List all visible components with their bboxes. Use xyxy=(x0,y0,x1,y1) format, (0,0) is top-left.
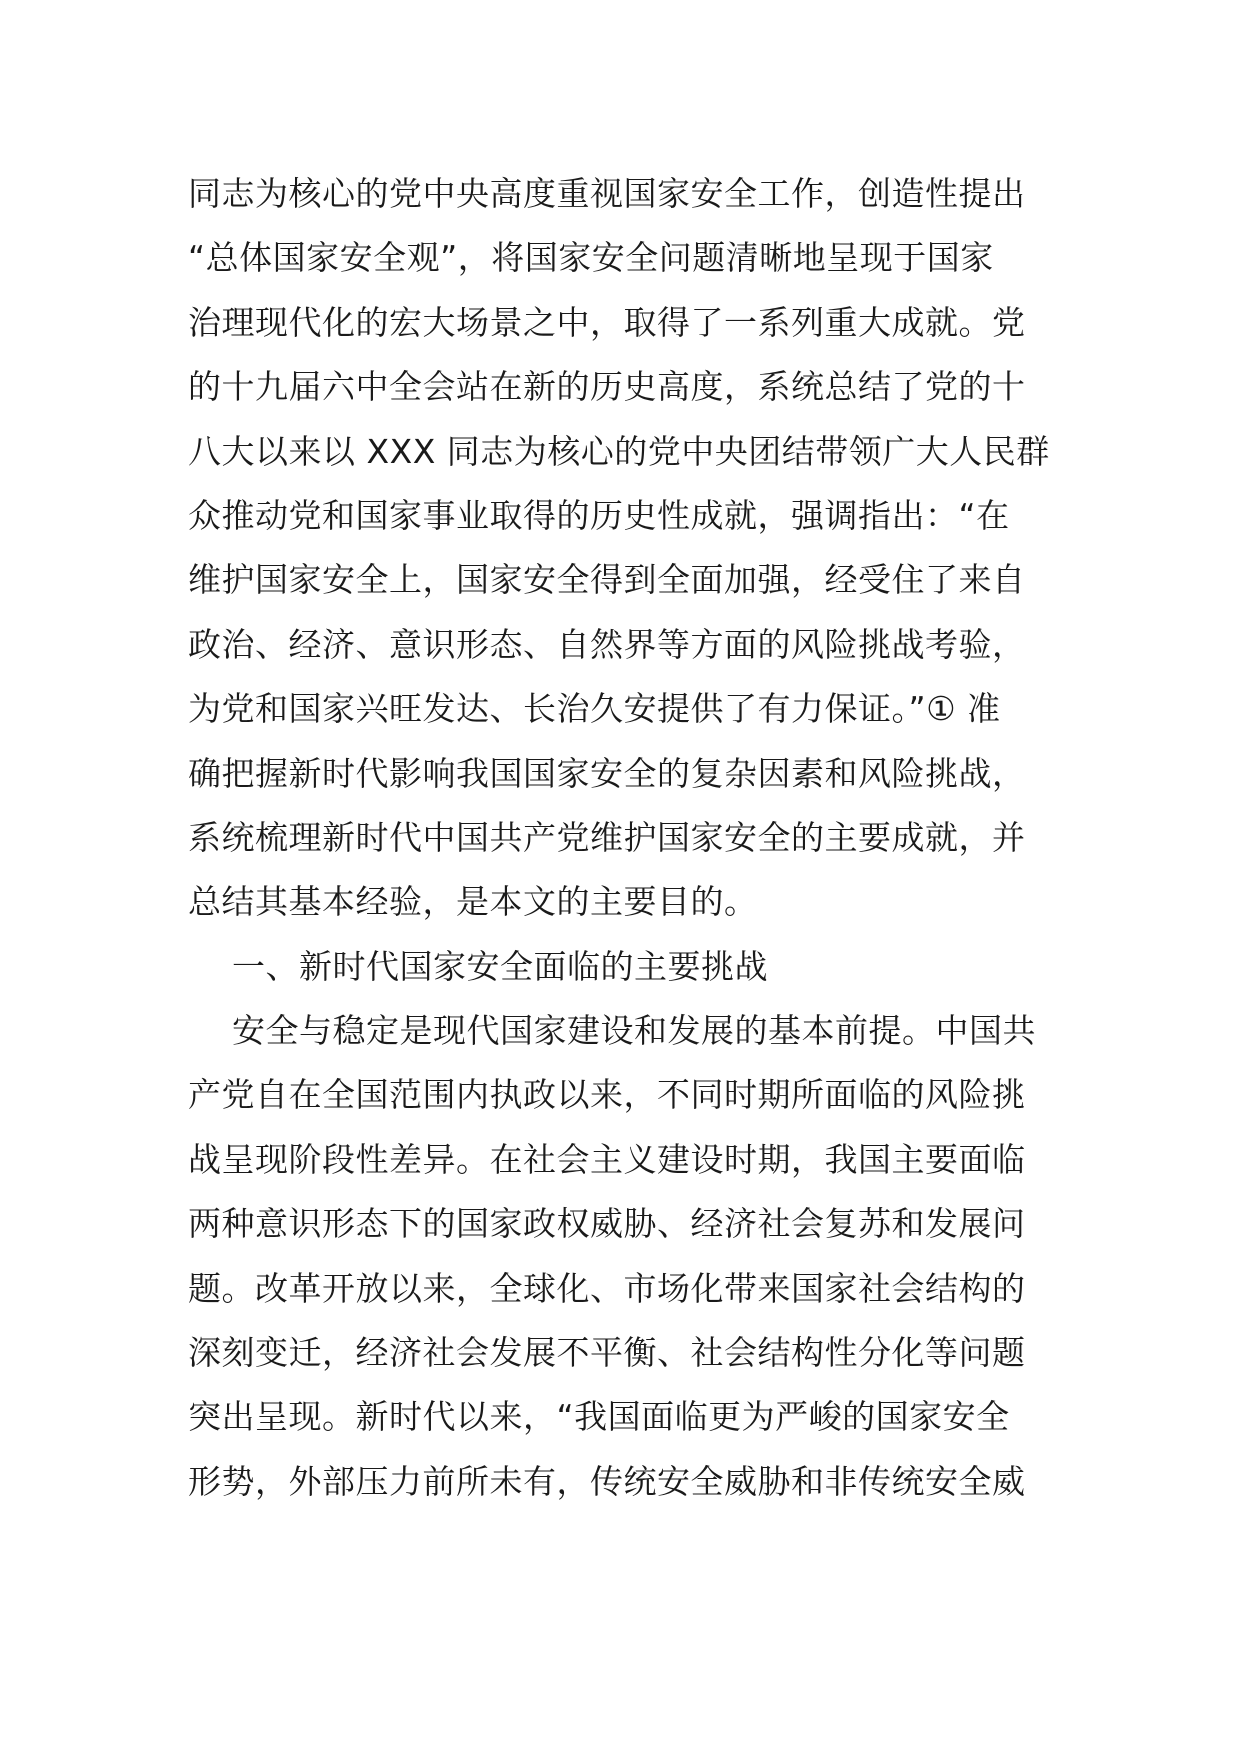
text-line: 深刻变迁，经济社会发展不平衡、社会结构性分化等问题 xyxy=(188,1333,1026,1373)
text-line: 确把握新时代影响我国国家安全的复杂因素和风险挑战， xyxy=(188,753,1026,793)
text-line: 治理现代化的宏大场景之中，取得了一系列重大成就。党 xyxy=(188,302,1026,342)
text-line: 同志为核心的党中央高度重视国家安全工作，创造性提出 xyxy=(188,174,1026,213)
intro-paragraph xyxy=(188,162,1068,935)
text-line: 两种意识形态下的国家政权威胁、经济社会复苏和发展问 xyxy=(188,1204,1026,1244)
text-line: 形势，外部压力前所未有，传统安全威胁和非传统安全威 xyxy=(188,1461,1026,1501)
text-line: 众推动党和国家事业取得的历史性成就，强调指出：“在 xyxy=(188,495,1010,535)
text-line: 的十九届六中全会站在新的历史高度，系统总结了党的十 xyxy=(188,367,1026,407)
body-text xyxy=(188,162,1068,1514)
text-line: 总结其基本经验，是本文的主要目的。 xyxy=(188,882,758,922)
text-line: 维护国家安全上，国家安全得到全面加强，经受住了来自 xyxy=(188,560,1026,600)
text-line: 安全与稳定是现代国家建设和发展的基本前提。中国共 xyxy=(232,1011,1036,1051)
text-line: 题。改革开放以来，全球化、市场化带来国家社会结构的 xyxy=(188,1268,1026,1308)
text-line: 战呈现阶段性差异。在社会主义建设时期，我国主要面临 xyxy=(188,1139,1026,1179)
section-heading: 一、新时代国家安全面临的主要挑战 xyxy=(232,946,768,986)
section-paragraph xyxy=(188,999,1068,1514)
text-line: 突出呈现。新时代以来，“我国面临更为严峻的国家安全 xyxy=(188,1397,1010,1437)
text-line: 产党自在全国范围内执政以来，不同时期所面临的风险挑 xyxy=(188,1075,1026,1115)
text-line: 为党和国家兴旺发达、长治久安提供了有力保证。”① 准 xyxy=(188,689,1001,729)
text-line: “总体国家安全观”，将国家安全问题清晰地呈现于国家 xyxy=(188,238,994,278)
text-line: 政治、经济、意识形态、自然界等方面的风险挑战考验， xyxy=(188,624,1026,664)
text-line: 系统梳理新时代中国共产党维护国家安全的主要成就，并 xyxy=(188,817,1026,857)
text-line: 八大以来以 XXX 同志为核心的党中央团结带领广大人民群 xyxy=(188,431,1050,471)
